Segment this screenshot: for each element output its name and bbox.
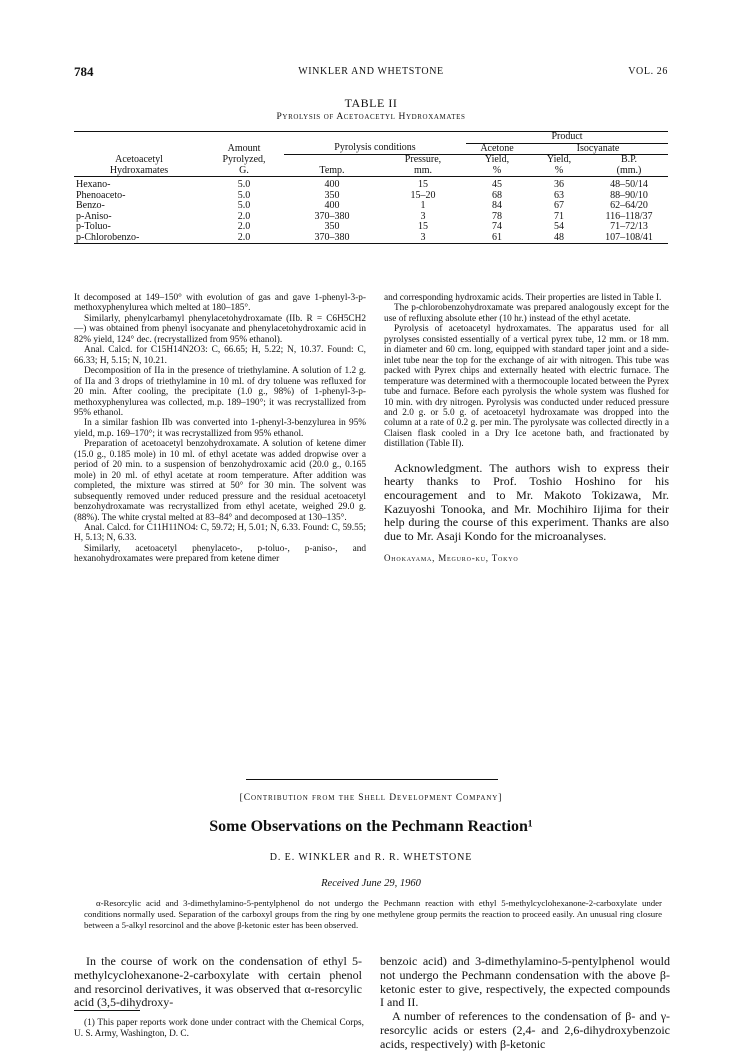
header-isocyanate-pct: %: [554, 164, 564, 176]
header-pressure: Pressure,: [404, 154, 442, 165]
paragraph: Preparation of acetoacetyl benzohydroxamate. A solution of ketene dimer (15.0 g., 0.185 mole) in 10 ml. of ethyl acetate was added dropwise over a period of 20 min. to a suspension of benzohydroxamic acid (20.0 g., 0.165 mole) in 20 ml. of ethyl acetate at room temperature. After addition was completed, the mixture was stirred at 50° for 30 min. The solvent was subsequently removed under reduced pressure and the residual acetoacetyl benzohydroxamate was recrystallized from ethyl acetate, weighed 29.0 g. (88%). The white crystal melted at 83–84° and decomposed at 130–135°.: [74, 439, 366, 523]
header-pyrolyzed: Pyrolyzed,: [222, 153, 266, 165]
article-title: Some Observations on the Pechmann Reaction¹: [209, 818, 533, 835]
table-subtitle: Pyrolysis of Acetoacetyl Hydroxamates: [276, 112, 466, 122]
paragraph: In a similar fashion IIb was converted into 1-phenyl-3-benzylurea in 95% yield, m.p. 169–170°; it was recrystallized from 95% ethanol.: [74, 418, 366, 439]
cell-temp: 370–380: [314, 210, 350, 222]
cell-isocyanate-yield: 71: [554, 210, 564, 222]
volume-label: VOL. 26: [628, 66, 668, 77]
received-date: Received June 29, 1960: [321, 878, 421, 889]
cell-compound: p-Aniso-: [76, 210, 112, 222]
cell-amount: 2.0: [237, 231, 251, 243]
article-authors: D. E. WINKLER and R. R. WHETSTONE: [269, 852, 473, 863]
cell-bp: 71–72/13: [610, 221, 648, 232]
cell-bp: 48–50/14: [610, 179, 648, 190]
table-row: [74, 212, 668, 223]
cell-amount: 5.0: [237, 179, 251, 190]
acknowledgment: Acknowledgment. The authors wish to express their hearty thanks to Prof. Toshio Hoshino for his encouragement and to Mr. Makoto Tokizawa, Mr. Kazuyoshi Tonooka, and Mr. Mochihiro Iijima for their help during the course of this experiment. Thanks are also due to Mr. Asaji Kondo for the microanalyses.: [384, 460, 669, 543]
cell-temp: 400: [324, 179, 340, 190]
paragraph: Pyrolysis of acetoacetyl hydroxamates. The apparatus used for all pyrolyses consisted essentially of a vertical pyrex tube, 12 mm. or 18 mm. in diameter and 60 cm. long, equipped with standard taper joint and a side-inlet tube near the top for the exchange of air with nitrogen. This tube was packed with Pyrex chips and externally heated with electric furnace. The temperature was determined with a thermocouple located between the Pyrex tube and furnace. Before each pyrolysis the whole system was flushed for 10 min. with dry nitrogen. Pyrolysis was conducted under reduced pressure and 2.0 g. or 5.0 g. of acetoacetyl hydroxamate was dropped into the column at a rate of 0.2 g. per min. The pyrolysate was collected directly in a Claisen flask cooled in a Dry Ice acetone bath, and fractionated by distillation (Table II).: [384, 324, 669, 450]
cell-compound: p-Toluo-: [76, 221, 111, 232]
cell-temp: 370–380: [314, 231, 350, 243]
paragraph: benzoic acid) and 3-dimethylamino-5-pentylphenol would not undergo the Pechmann condensation with the above β-ketonic ester to give, respectively, the expected compounds I and II.: [380, 954, 670, 1010]
right-column: [384, 293, 669, 564]
table-row: [74, 222, 668, 233]
header-isocyanate-yield: Yield,: [546, 154, 572, 165]
paragraph: In the course of work on the condensation of ethyl 5-methylcyclohexanone-2-carboxylate with certain phenol and resorcinol derivatives, it was observed that α-resorcylic acid (3,5-dihydroxy-: [74, 954, 362, 1010]
cell-temp: 400: [324, 200, 340, 211]
table-row: [74, 180, 668, 191]
header-acetoacetyl: Acetoacetyl: [115, 153, 163, 165]
cell-bp: 62–64/20: [610, 200, 648, 211]
cell-pressure: 15: [418, 179, 428, 190]
body-right-column: [380, 955, 670, 1052]
footnote-rule: [74, 1010, 140, 1011]
paragraph: Similarly, phenylcarbamyl phenylacetohydroxamate (IIb. R = C6H5CH2—) was obtained from phenyl isocyanate and phenylacetohydroxamic acid in 82% yield, 124° dec. (recrystallized from 95% ethanol).: [74, 313, 366, 345]
header-hydroxamates: Hydroxamates: [109, 164, 169, 176]
cell-compound: p-Chlorobenzo-: [76, 231, 140, 243]
cell-acetone-yield: 84: [492, 200, 502, 211]
cell-isocyanate-yield: 48: [554, 231, 564, 243]
header-temp: Temp.: [319, 164, 345, 176]
contribution-line: [Contribution from the Shell Development Company]: [239, 793, 503, 803]
cell-compound: Hexano-: [76, 179, 111, 190]
table-title: TABLE II: [344, 96, 398, 110]
footnote: (1) This paper reports work done under contract with the Chemical Corps, U. S. Army, Washington, D. C.: [74, 1018, 364, 1039]
header-isocyanate: Isocyanate: [528, 143, 668, 155]
cell-bp: 116–118/37: [605, 210, 653, 222]
cell-pressure: 15: [418, 221, 428, 232]
cell-amount: 5.0: [237, 189, 251, 201]
left-column: [74, 293, 366, 565]
table-container: [74, 131, 668, 244]
header-mm: mm.: [413, 164, 433, 176]
paragraph: and corresponding hydroxamic acids. Their properties are listed in Table I.: [384, 293, 662, 303]
header-pyrolysis-conditions: Pyrolysis conditions: [284, 143, 466, 155]
cell-acetone-yield: 78: [492, 210, 502, 222]
cell-amount: 5.0: [237, 200, 251, 211]
header-acetone-pct: %: [492, 164, 502, 176]
paragraph: Anal. Calcd. for C15H14N2O3: C, 66.65; H, 5.22; N, 10.37. Found: C, 66.33; H, 5.15; N, 10.21.: [74, 345, 366, 366]
cell-amount: 2.0: [237, 210, 251, 222]
cell-temp: 350: [324, 221, 340, 232]
pyrolysis-table: [74, 131, 668, 244]
cell-acetone-yield: 45: [492, 179, 502, 190]
header-acetone: Acetone: [466, 143, 528, 155]
cell-pressure: 3: [420, 231, 426, 243]
paragraph: Anal. Calcd. for C11H11NO4: C, 59.72; H, 5.01; N, 6.33. Found: C, 59.55; H, 5.13; N, 6.33.: [74, 522, 366, 544]
paragraph: Similarly, acetoacetyl phenylaceto-, p-toluo-, p-aniso-, and hexanohydroxamates were prepared from ketene dimer: [74, 543, 366, 565]
paragraph: A number of references to the condensation of β- and γ-resorcylic acids or esters (2,4- and 2,6-dihydroxybenzoic acids, respectively) with β-ketonic: [380, 1009, 670, 1051]
cell-bp: 107–108/41: [605, 231, 653, 243]
cell-acetone-yield: 74: [492, 221, 502, 232]
cell-isocyanate-yield: 63: [554, 189, 564, 201]
table-row: [74, 201, 668, 212]
cell-compound: Benzo-: [76, 200, 105, 211]
header-bp-mm: (mm.): [616, 164, 642, 176]
abstract: α-Resorcylic acid and 3-dimethylamino-5-pentylphenol do not undergo the Pechmann reaction with ethyl 5-methylcyclohexanone-2-carboxylate under conditions normally used. Separation of the carboxyl groups from the ring by one methylene group permits the reaction to proceed easily. An unusual ring closure between a 5-alkyl resorcinol and the above β-ketonic ester has been observed.: [84, 898, 662, 930]
article-divider: [246, 779, 498, 780]
cell-pressure: 1: [420, 200, 426, 211]
cell-pressure: 15–20: [410, 189, 436, 201]
cell-isocyanate-yield: 54: [554, 221, 564, 232]
body-left-column: [74, 955, 362, 1010]
cell-pressure: 3: [420, 210, 426, 222]
page-header: [74, 64, 668, 82]
page-number: 784: [74, 64, 94, 79]
paragraph: It decomposed at 149–150° with evolution of gas and gave 1-phenyl-3-p-methoxyphenylurea which melted at 180–185°.: [74, 293, 366, 314]
header-product: Product: [466, 132, 668, 144]
header-bp: B.P.: [620, 154, 638, 165]
cell-isocyanate-yield: 36: [554, 179, 564, 190]
table-row: [74, 191, 668, 202]
cell-bp: 88–90/10: [610, 189, 648, 201]
author-address: Ohokayama, Meguro-ku, Tokyo: [384, 553, 519, 564]
cell-compound: Phenoaceto-: [76, 189, 126, 201]
cell-acetone-yield: 61: [492, 231, 502, 243]
header-amount: Amount: [227, 142, 261, 154]
header-grams: G.: [239, 164, 249, 176]
cell-isocyanate-yield: 67: [554, 200, 564, 211]
cell-acetone-yield: 68: [492, 189, 502, 201]
paragraph: Decomposition of IIa in the presence of triethylamine. A solution of 1.2 g. of IIa and 3 drops of triethylamine in 10 ml. of dry toluene was refluxed for 20 min. After cooling, the precipitate (1.0 g., 98%) of 1-phenyl-3-p-methoxyphenylurea was collected, m.p. 189–190°; it was recrystallized from 95% ethanol.: [74, 366, 366, 418]
table-row: [74, 233, 668, 244]
paragraph: The p-chlorobenzohydroxamate was prepared analogously except for the use of refluxing absolute ether (10 hr.) instead of the ethyl acetate.: [384, 303, 669, 324]
cell-temp: 350: [324, 189, 340, 201]
running-title: WINKLER AND WHETSTONE: [298, 66, 444, 77]
header-acetone-yield: Yield,: [484, 154, 510, 165]
cell-amount: 2.0: [237, 221, 251, 232]
